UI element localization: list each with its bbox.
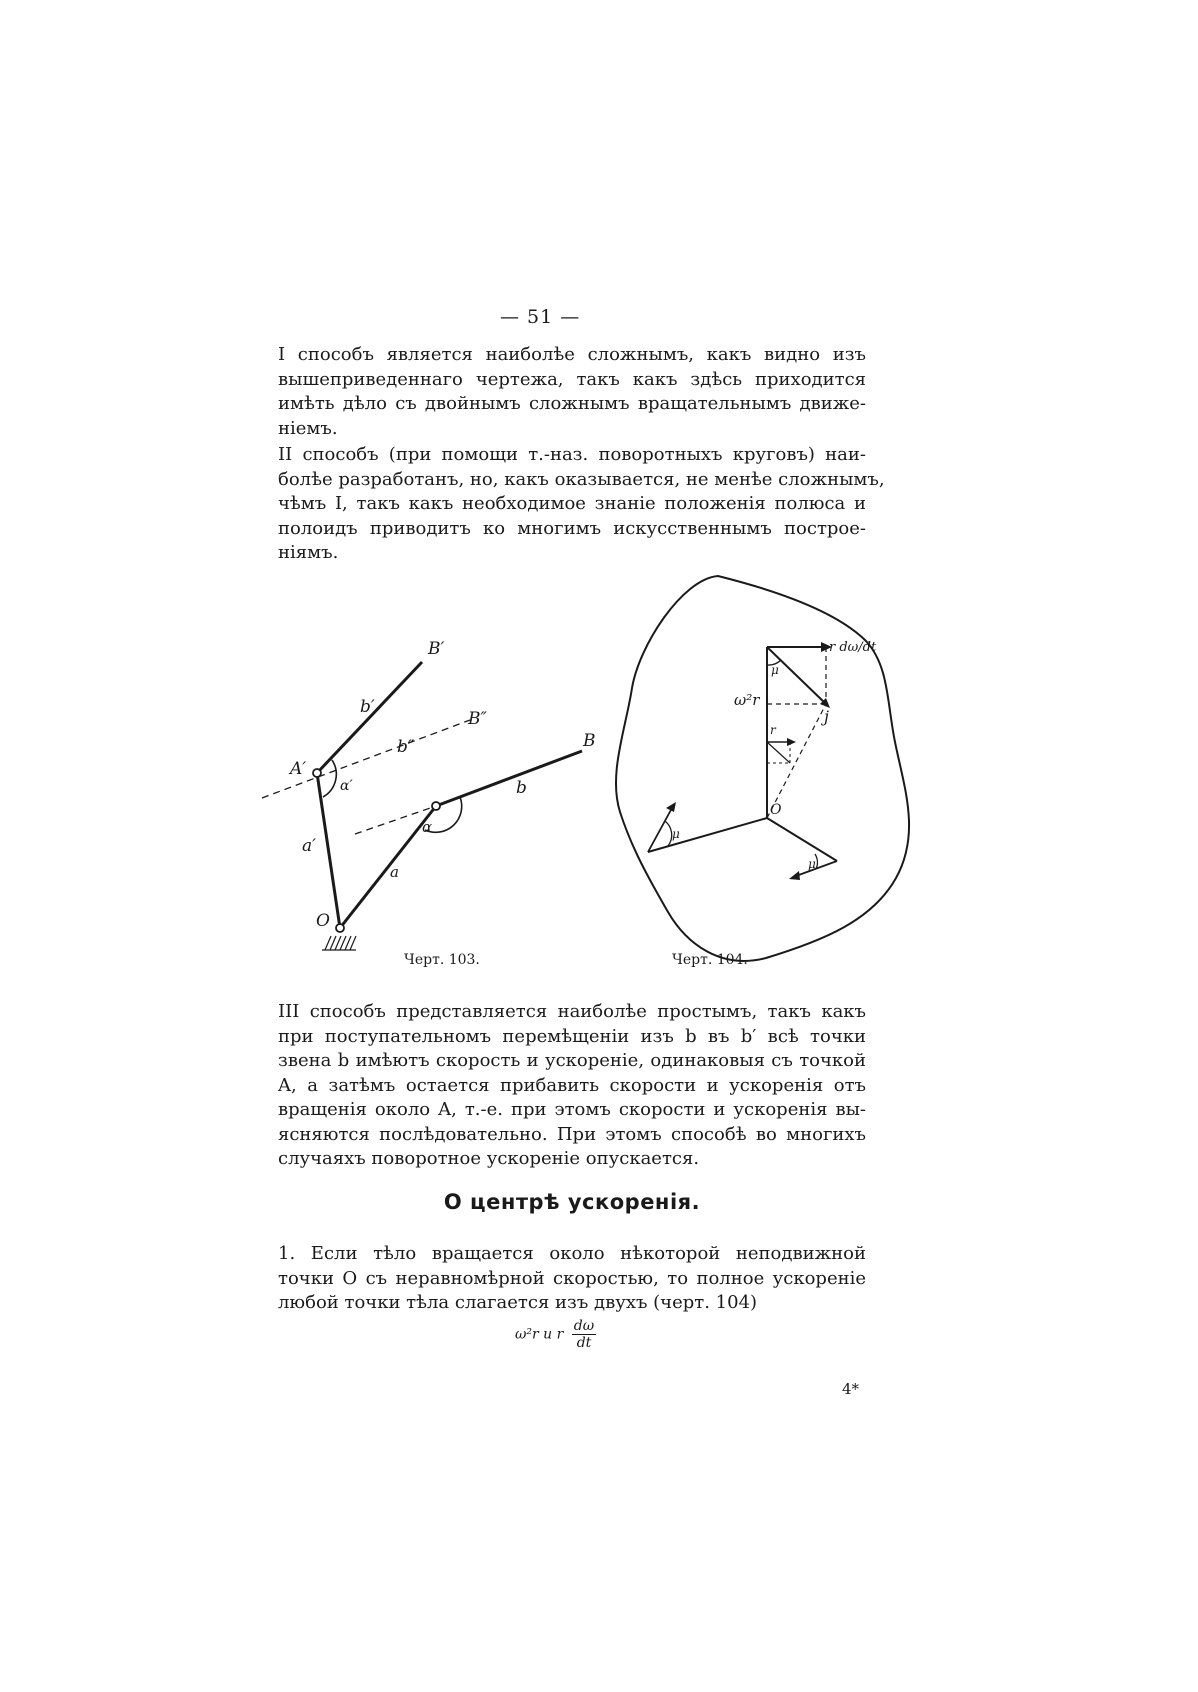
label-j: j bbox=[824, 707, 829, 726]
text-line: ясняются послѣдовательно. При этомъ способѣ во многихъ bbox=[278, 1123, 866, 1145]
right-axis bbox=[767, 818, 837, 861]
formula-fraction bbox=[572, 1318, 596, 1351]
text-line: чѣмъ I, такъ какъ необходимое знаніе положенія полюса и bbox=[278, 493, 866, 514]
caption-fig-103: Черт. 103. bbox=[404, 952, 480, 968]
label-b: b bbox=[516, 778, 527, 798]
paragraph-section-1 bbox=[278, 1242, 866, 1316]
joint-a bbox=[432, 802, 440, 810]
label-B-dprime: B″ bbox=[468, 709, 487, 729]
text-line: полоидъ приводитъ ко многимъ искусственнымъ построе- bbox=[278, 517, 866, 539]
label-A-prime: A′ bbox=[290, 759, 307, 779]
page-number: — 51 — bbox=[500, 306, 581, 328]
text-line: 1. Если тѣло вращается около нѣкоторой неподвижной bbox=[278, 1243, 866, 1264]
signature-mark: 4* bbox=[842, 1380, 860, 1398]
text-line: A, а затѣмъ остается прибавить скорости и ускоренія отъ bbox=[278, 1074, 866, 1096]
rigid-body-outline bbox=[616, 576, 909, 961]
label-alpha: α bbox=[422, 818, 433, 836]
text-line: звена b имѣютъ скорость и ускореніе, одинаковыя съ точкой bbox=[278, 1050, 866, 1071]
text-line: точки O съ неравномѣрной скоростью, то полное ускореніе bbox=[278, 1267, 866, 1289]
text-line: любой точки тѣла слагается изъ двухъ (черт. 104) bbox=[278, 1292, 758, 1313]
text-line: имѣть дѣло съ двойнымъ сложнымъ вращательнымъ движе- bbox=[278, 393, 866, 414]
caption-fig-104: Черт. 104. bbox=[672, 952, 748, 968]
link-a-prime bbox=[317, 773, 340, 928]
text-line: I способъ является наиболѣе сложнымъ, какъ видно изъ bbox=[278, 344, 866, 365]
label-O: O bbox=[316, 911, 330, 931]
text-line: вращенія около A, т.-е. при этомъ скорости и ускоренія вы- bbox=[278, 1099, 866, 1120]
formula bbox=[515, 1318, 596, 1351]
text-line: болѣе разработанъ, но, какъ оказывается, не менѣе сложнымъ, bbox=[278, 468, 885, 490]
figure-103 bbox=[262, 662, 582, 950]
label-w2r: ω²r bbox=[734, 691, 760, 709]
figure-104 bbox=[616, 576, 909, 961]
label-B-prime: B′ bbox=[428, 639, 445, 659]
label-alpha-prime: α′ bbox=[340, 778, 353, 794]
text-line: случаяхъ поворотное ускореніе опускается. bbox=[278, 1148, 700, 1169]
section-heading: О центрѣ ускоренія. bbox=[443, 1190, 701, 1214]
left-axis bbox=[648, 818, 767, 852]
formula-left: ω²r и r bbox=[515, 1326, 564, 1343]
label-b-prime: b′ bbox=[360, 697, 375, 717]
joint-a-prime bbox=[313, 769, 321, 777]
text-line: при поступательномъ перемѣщеніи изъ b въ b′ всѣ точки bbox=[278, 1025, 866, 1047]
ground-hatch bbox=[322, 936, 356, 950]
label-r-dw-dt: r dω/dt bbox=[829, 640, 877, 655]
label-mu-3: μ bbox=[808, 857, 816, 871]
label-mu-1: μ bbox=[771, 663, 779, 677]
pivot-o bbox=[336, 924, 344, 932]
text-line: II способъ (при помощи т.-наз. поворотныхъ круговъ) наи- bbox=[278, 444, 866, 465]
link-b bbox=[436, 751, 582, 806]
text-line: III способъ представляется наиболѣе простымъ, такъ какъ bbox=[278, 1001, 866, 1022]
formula-numerator: dω bbox=[573, 1318, 595, 1334]
text-line: вышеприведеннаго чертежа, такъ какъ здѣсь приходится bbox=[278, 368, 866, 390]
paragraph-method-3 bbox=[278, 1000, 866, 1172]
label-O-fig104: O bbox=[770, 802, 782, 818]
label-a: a bbox=[390, 863, 399, 881]
label-b-dprime: b″ bbox=[397, 737, 415, 757]
text-line: ніямъ. bbox=[278, 542, 339, 563]
label-r: r bbox=[770, 723, 776, 737]
dashed-line-o-j bbox=[767, 704, 826, 818]
text-line: ніемъ. bbox=[278, 417, 338, 439]
label-B: B bbox=[583, 731, 596, 751]
label-a-prime: a′ bbox=[302, 836, 316, 856]
formula-denominator: dt bbox=[576, 1335, 592, 1351]
label-mu-2: μ bbox=[672, 827, 680, 841]
